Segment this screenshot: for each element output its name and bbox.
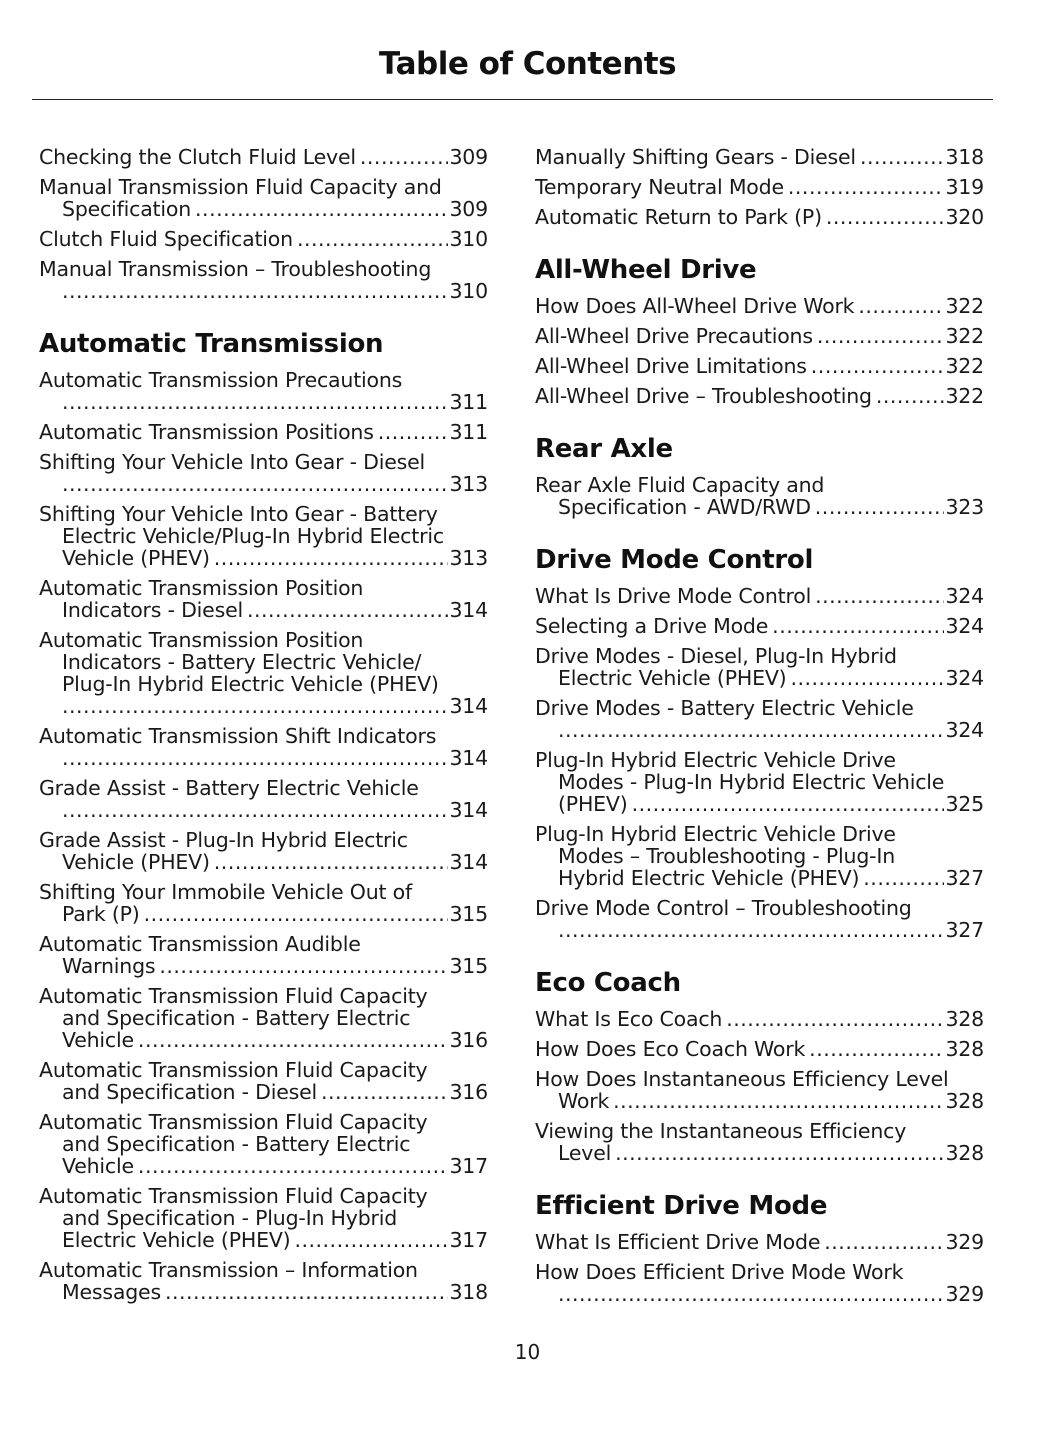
toc-page-number: 319 bbox=[945, 175, 984, 199]
toc-entry[interactable] bbox=[39, 1185, 488, 1251]
toc-entry-title-line: Plug-In Hybrid Electric Vehicle (PHEV) bbox=[62, 672, 439, 696]
toc-entry[interactable] bbox=[39, 1111, 488, 1177]
dot-leader bbox=[159, 955, 448, 977]
toc-entry[interactable] bbox=[39, 146, 488, 168]
toc-page-number: 315 bbox=[449, 902, 488, 926]
toc-entry[interactable] bbox=[535, 176, 984, 198]
toc-entry-title-line: Checking the Clutch Fluid Level bbox=[39, 145, 356, 169]
toc-entry-title-line: Plug-In Hybrid Electric Vehicle Drive bbox=[535, 822, 896, 846]
toc-page-number: 324 bbox=[945, 584, 984, 608]
section-heading: Efficient Drive Mode bbox=[535, 1191, 828, 1221]
toc-entry-title-line: Park (P) bbox=[62, 902, 140, 926]
dot-leader bbox=[62, 695, 448, 717]
toc-page-number: 314 bbox=[449, 746, 488, 770]
toc-entry-title-line: and Specification - Battery Electric bbox=[62, 1006, 411, 1030]
toc-entry[interactable] bbox=[535, 385, 984, 407]
toc-page-number: 316 bbox=[449, 1080, 488, 1104]
dot-leader bbox=[788, 176, 945, 198]
toc-entry[interactable] bbox=[535, 325, 984, 347]
toc-entry[interactable] bbox=[39, 829, 488, 873]
toc-entry-title-line: Automatic Transmission Audible bbox=[39, 932, 361, 956]
toc-page-number: 320 bbox=[945, 205, 984, 229]
toc-entry-title-line: How Does Efficient Drive Mode Work bbox=[535, 1260, 904, 1284]
dot-leader bbox=[815, 585, 944, 607]
toc-page-number: 322 bbox=[945, 324, 984, 348]
toc-entry-title-line: How Does Eco Coach Work bbox=[535, 1037, 806, 1061]
title-divider bbox=[32, 99, 993, 100]
toc-page-number: 324 bbox=[945, 614, 984, 638]
page-title: Table of Contents bbox=[378, 46, 677, 82]
toc-entry-title-line: Clutch Fluid Specification bbox=[39, 227, 293, 251]
toc-entry[interactable] bbox=[535, 615, 984, 637]
toc-entry[interactable] bbox=[39, 777, 488, 821]
toc-entry[interactable] bbox=[535, 749, 984, 815]
dot-leader bbox=[360, 146, 449, 168]
dot-leader bbox=[138, 1029, 449, 1051]
toc-page-number: 329 bbox=[945, 1282, 984, 1306]
toc-entry[interactable] bbox=[39, 503, 488, 569]
toc-entry[interactable] bbox=[39, 577, 488, 621]
toc-entry-title-line: Specification bbox=[62, 197, 192, 221]
toc-entry[interactable] bbox=[535, 897, 984, 941]
toc-entry[interactable] bbox=[39, 629, 488, 717]
toc-entry-title-line: Temporary Neutral Mode bbox=[535, 175, 784, 199]
section-heading: Rear Axle bbox=[535, 434, 673, 464]
dot-leader bbox=[144, 903, 449, 925]
toc-entry-title-line: Manually Shifting Gears - Diesel bbox=[535, 145, 856, 169]
toc-page-number: 313 bbox=[449, 546, 488, 570]
toc-entry-title-line: All-Wheel Drive Precautions bbox=[535, 324, 813, 348]
dot-leader bbox=[62, 473, 448, 495]
dot-leader bbox=[297, 228, 449, 250]
toc-entry-title-line: Work bbox=[558, 1089, 610, 1113]
toc-entry-title-line: Vehicle (PHEV) bbox=[62, 850, 210, 874]
toc-entry[interactable] bbox=[39, 725, 488, 769]
toc-page-number: 309 bbox=[449, 145, 488, 169]
toc-entry-title-line: and Specification - Plug-In Hybrid bbox=[62, 1206, 398, 1230]
toc-entry-title-line: All-Wheel Drive – Troubleshooting bbox=[535, 384, 872, 408]
toc-entry-title-line: Modes - Plug-In Hybrid Electric Vehicle bbox=[558, 770, 945, 794]
toc-entry-title-line: All-Wheel Drive Limitations bbox=[535, 354, 807, 378]
toc-page-number: 314 bbox=[449, 798, 488, 822]
toc-entry-title-line: Indicators - Diesel bbox=[62, 598, 243, 622]
toc-page-number: 322 bbox=[945, 294, 984, 318]
dot-leader bbox=[558, 719, 944, 741]
toc-entry[interactable] bbox=[535, 645, 984, 689]
toc-entry[interactable] bbox=[39, 881, 488, 925]
toc-page-number: 317 bbox=[449, 1154, 488, 1178]
toc-entry[interactable] bbox=[535, 474, 984, 518]
dot-leader bbox=[876, 385, 945, 407]
dot-leader bbox=[790, 667, 944, 689]
toc-entry[interactable] bbox=[535, 585, 984, 607]
dot-leader bbox=[632, 793, 945, 815]
toc-entry-title-line: Modes – Troubleshooting - Plug-In bbox=[558, 844, 895, 868]
dot-leader bbox=[62, 280, 448, 302]
toc-entry-title-line: Selecting a Drive Mode bbox=[535, 614, 769, 638]
toc-entry-title-line: Automatic Return to Park (P) bbox=[535, 205, 822, 229]
toc-entry-title-line: Automatic Transmission Position bbox=[39, 576, 364, 600]
toc-entry-title-line: What Is Drive Mode Control bbox=[535, 584, 812, 608]
toc-entry-title-line: and Specification - Diesel bbox=[62, 1080, 318, 1104]
toc-page-number: 329 bbox=[945, 1230, 984, 1254]
page-number: 10 bbox=[514, 1340, 541, 1364]
toc-page-number: 311 bbox=[449, 390, 488, 414]
toc-entry-title-line: How Does Instantaneous Efficiency Level bbox=[535, 1067, 949, 1091]
toc-entry-title-line: What Is Efficient Drive Mode bbox=[535, 1230, 821, 1254]
toc-page-number: 325 bbox=[945, 792, 984, 816]
toc-entry-title-line: Automatic Transmission Shift Indicators bbox=[39, 724, 437, 748]
toc-entry-title-line: Automatic Transmission Fluid Capacity bbox=[39, 1058, 428, 1082]
toc-entry-title-line: Automatic Transmission Fluid Capacity bbox=[39, 1110, 428, 1134]
toc-page-number: 309 bbox=[449, 197, 488, 221]
dot-leader bbox=[726, 1008, 944, 1030]
toc-entry[interactable] bbox=[535, 206, 984, 228]
toc-entry-title-line: How Does All-Wheel Drive Work bbox=[535, 294, 855, 318]
section-heading: Automatic Transmission bbox=[39, 329, 384, 359]
section-heading: Eco Coach bbox=[535, 968, 681, 998]
toc-page-number: 328 bbox=[945, 1037, 984, 1061]
toc-entry-title-line: Automatic Transmission Precautions bbox=[39, 368, 403, 392]
toc-entry-title-line: Drive Modes - Diesel, Plug-In Hybrid bbox=[535, 644, 897, 668]
dot-leader bbox=[824, 1231, 944, 1253]
toc-page-number: 317 bbox=[449, 1228, 488, 1252]
toc-page-number: 327 bbox=[945, 918, 984, 942]
dot-leader bbox=[809, 1038, 944, 1060]
toc-entry-title-line: Warnings bbox=[62, 954, 156, 978]
toc-entry-title-line: What Is Eco Coach bbox=[535, 1007, 723, 1031]
toc-entry-title-line: Electric Vehicle (PHEV) bbox=[558, 666, 787, 690]
toc-page-number: 318 bbox=[449, 1280, 488, 1304]
toc-entry[interactable] bbox=[39, 176, 488, 220]
toc-page-number: 318 bbox=[945, 145, 984, 169]
toc-page-number: 323 bbox=[945, 495, 984, 519]
toc-entry-title-line: Drive Modes - Battery Electric Vehicle bbox=[535, 696, 914, 720]
toc-entry[interactable] bbox=[39, 369, 488, 413]
dot-leader bbox=[613, 1090, 944, 1112]
dot-leader bbox=[214, 547, 449, 569]
toc-entry[interactable] bbox=[39, 933, 488, 977]
toc-page-number: 328 bbox=[945, 1089, 984, 1113]
toc-entry-title-line: Shifting Your Vehicle Into Gear - Battery bbox=[39, 502, 438, 526]
toc-entry-title-line: Indicators - Battery Electric Vehicle/ bbox=[62, 650, 422, 674]
dot-leader bbox=[615, 1142, 944, 1164]
dot-leader bbox=[558, 1283, 944, 1305]
toc-entry-title-line: Automatic Transmission Fluid Capacity bbox=[39, 984, 428, 1008]
toc-entry[interactable] bbox=[39, 985, 488, 1051]
toc-entry[interactable] bbox=[535, 355, 984, 377]
toc-page-number: 311 bbox=[449, 420, 488, 444]
dot-leader bbox=[863, 867, 944, 889]
toc-page-number: 328 bbox=[945, 1007, 984, 1031]
toc-page-number: 315 bbox=[449, 954, 488, 978]
toc-entry-title-line: Drive Mode Control – Troubleshooting bbox=[535, 896, 912, 920]
toc-page-number: 324 bbox=[945, 666, 984, 690]
toc-entry[interactable] bbox=[535, 697, 984, 741]
dot-leader bbox=[247, 599, 448, 621]
dot-leader bbox=[817, 325, 945, 347]
toc-entry-title-line: Vehicle bbox=[62, 1154, 134, 1178]
toc-entry-title-line: Manual Transmission Fluid Capacity and bbox=[39, 175, 442, 199]
toc-entry[interactable] bbox=[535, 1038, 984, 1060]
toc-entry[interactable] bbox=[535, 1261, 984, 1305]
toc-entry-title-line: Level bbox=[558, 1141, 612, 1165]
toc-entry-title-line: Messages bbox=[62, 1280, 161, 1304]
dot-leader bbox=[138, 1155, 449, 1177]
toc-column-left bbox=[39, 146, 488, 1311]
dot-leader bbox=[62, 391, 448, 413]
toc-entry[interactable] bbox=[39, 1059, 488, 1103]
toc-page-number: 314 bbox=[449, 598, 488, 622]
toc-entry[interactable] bbox=[39, 228, 488, 250]
toc-page-number: 328 bbox=[945, 1141, 984, 1165]
dot-leader bbox=[860, 146, 945, 168]
toc-entry-title-line: Specification - AWD/RWD bbox=[558, 495, 811, 519]
toc-entry[interactable] bbox=[39, 1259, 488, 1303]
dot-leader bbox=[811, 355, 945, 377]
toc-entry[interactable] bbox=[535, 1068, 984, 1112]
dot-leader bbox=[195, 198, 448, 220]
toc-entry-title-line: Manual Transmission – Troubleshooting bbox=[39, 257, 432, 281]
dot-leader bbox=[815, 496, 945, 518]
toc-entry[interactable] bbox=[39, 258, 488, 302]
toc-entry-title-line: Rear Axle Fluid Capacity and bbox=[535, 473, 825, 497]
toc-page-number: 313 bbox=[449, 472, 488, 496]
toc-column-right bbox=[535, 146, 984, 1313]
dot-leader bbox=[214, 851, 449, 873]
toc-entry[interactable] bbox=[39, 451, 488, 495]
section-heading: All-Wheel Drive bbox=[535, 255, 757, 285]
toc-page-number: 310 bbox=[449, 227, 488, 251]
toc-page-number: 322 bbox=[945, 354, 984, 378]
toc-entry-title-line: Vehicle bbox=[62, 1028, 134, 1052]
toc-entry-title-line: Electric Vehicle/Plug-In Hybrid Electric bbox=[62, 524, 444, 548]
toc-entry-title-line: Grade Assist - Battery Electric Vehicle bbox=[39, 776, 419, 800]
dot-leader bbox=[321, 1081, 448, 1103]
dot-leader bbox=[378, 421, 449, 443]
toc-entry-title-line: Automatic Transmission Position bbox=[39, 628, 364, 652]
toc-entry-title-line: Shifting Your Vehicle Into Gear - Diesel bbox=[39, 450, 426, 474]
dot-leader bbox=[772, 615, 944, 637]
dot-leader bbox=[858, 295, 944, 317]
toc-entry-title-line: Automatic Transmission Fluid Capacity bbox=[39, 1184, 428, 1208]
dot-leader bbox=[826, 206, 945, 228]
toc-entry[interactable] bbox=[535, 1008, 984, 1030]
toc-entry-title-line: and Specification - Battery Electric bbox=[62, 1132, 411, 1156]
toc-entry[interactable] bbox=[535, 1120, 984, 1164]
toc-entry[interactable] bbox=[535, 823, 984, 889]
toc-entry-title-line: Hybrid Electric Vehicle (PHEV) bbox=[558, 866, 860, 890]
toc-entry-title-line: Plug-In Hybrid Electric Vehicle Drive bbox=[535, 748, 896, 772]
toc-entry[interactable] bbox=[535, 146, 984, 168]
dot-leader bbox=[165, 1281, 449, 1303]
dot-leader bbox=[558, 919, 944, 941]
toc-entry-title-line: Vehicle (PHEV) bbox=[62, 546, 210, 570]
toc-page-number: 316 bbox=[449, 1028, 488, 1052]
toc-page-number: 327 bbox=[945, 866, 984, 890]
dot-leader bbox=[62, 799, 448, 821]
toc-entry-title-line: Automatic Transmission Positions bbox=[39, 420, 374, 444]
dot-leader bbox=[294, 1229, 448, 1251]
toc-page-number: 310 bbox=[449, 279, 488, 303]
toc-page-number: 314 bbox=[449, 850, 488, 874]
toc-page-number: 324 bbox=[945, 718, 984, 742]
dot-leader bbox=[62, 747, 448, 769]
toc-page-number: 314 bbox=[449, 694, 488, 718]
toc-entry-title-line: (PHEV) bbox=[558, 792, 628, 816]
section-heading: Drive Mode Control bbox=[535, 545, 814, 575]
toc-entry-title-line: Shifting Your Immobile Vehicle Out of bbox=[39, 880, 413, 904]
toc-entry[interactable] bbox=[535, 295, 984, 317]
toc-entry-title-line: Grade Assist - Plug-In Hybrid Electric bbox=[39, 828, 408, 852]
toc-page-number: 322 bbox=[945, 384, 984, 408]
toc-entry-title-line: Electric Vehicle (PHEV) bbox=[62, 1228, 291, 1252]
toc-entry-title-line: Viewing the Instantaneous Efficiency bbox=[535, 1119, 907, 1143]
toc-entry[interactable] bbox=[535, 1231, 984, 1253]
toc-entry-title-line: Automatic Transmission – Information bbox=[39, 1258, 418, 1282]
toc-entry[interactable] bbox=[39, 421, 488, 443]
